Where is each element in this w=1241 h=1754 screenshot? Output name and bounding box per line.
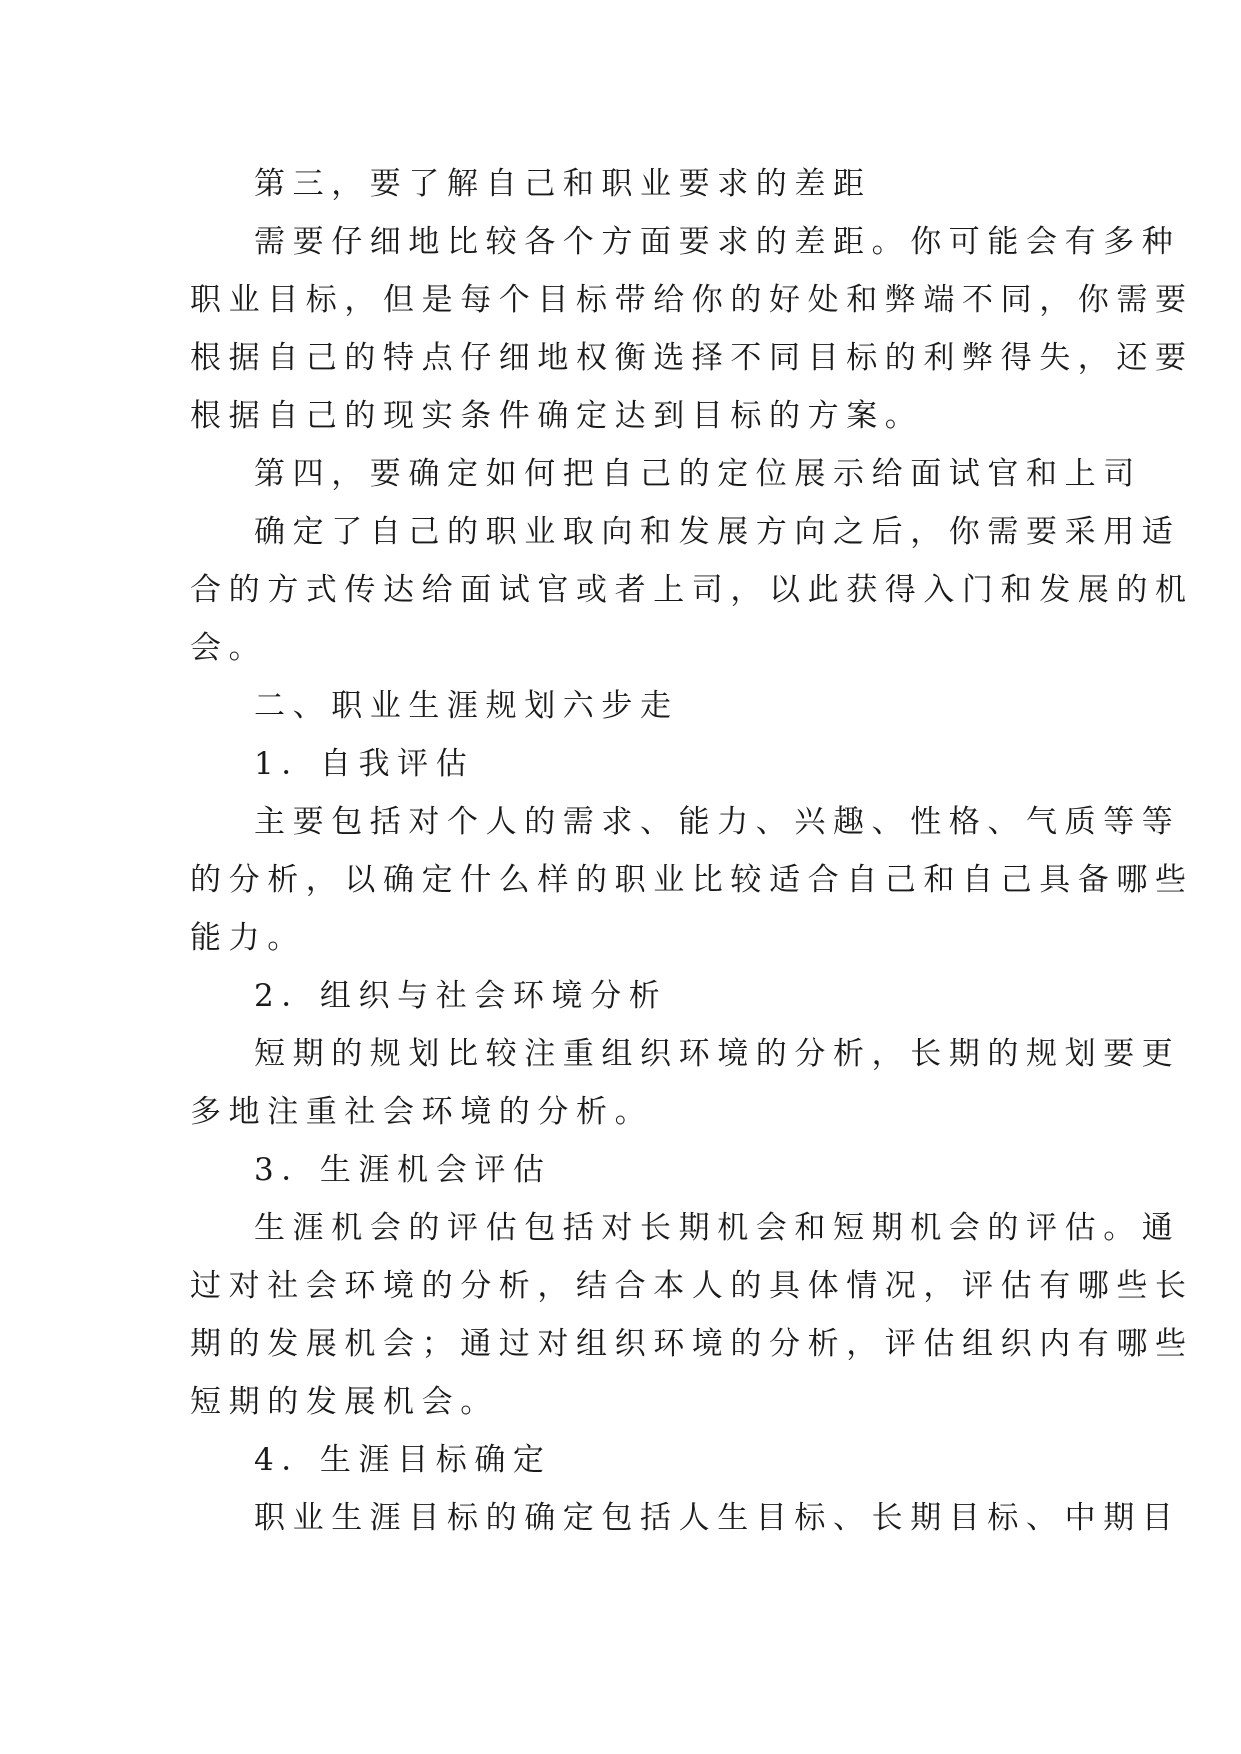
paragraph-line: 确定了自己的职业取向和发展方向之后，你需要采用适 bbox=[254, 514, 1181, 550]
step-heading-1: 1．自我评估 bbox=[254, 746, 475, 782]
paragraph-line: 期的发展机会；通过对组织环境的分析，评估组织内有哪些 bbox=[190, 1326, 1194, 1362]
paragraph-line: 生涯机会的评估包括对长期机会和短期机会的评估。通 bbox=[254, 1210, 1181, 1246]
paragraph-line: 主要包括对个人的需求、能力、兴趣、性格、气质等等 bbox=[254, 804, 1181, 840]
section-heading-third: 第三，要了解自己和职业要求的差距 bbox=[254, 166, 872, 202]
paragraph-line: 根据自己的现实条件确定达到目标的方案。 bbox=[190, 398, 924, 434]
document-body bbox=[190, 155, 1194, 1547]
paragraph-line: 能力。 bbox=[190, 920, 306, 956]
paragraph-line: 职业目标，但是每个目标带给你的好处和弊端不同，你需要 bbox=[190, 282, 1194, 318]
paragraph-line: 会。 bbox=[190, 630, 268, 666]
paragraph-line: 多地注重社会环境的分析。 bbox=[190, 1094, 654, 1130]
step-heading-2: 2．组织与社会环境分析 bbox=[254, 978, 668, 1014]
paragraph-line: 根据自己的特点仔细地权衡选择不同目标的利弊得失，还要 bbox=[190, 340, 1194, 376]
step-heading-4: 4．生涯目标确定 bbox=[254, 1442, 552, 1478]
section-heading-six-steps: 二、职业生涯规划六步走 bbox=[254, 688, 679, 724]
paragraph-line: 短期的发展机会。 bbox=[190, 1384, 499, 1420]
step-heading-3: 3．生涯机会评估 bbox=[254, 1152, 552, 1188]
paragraph-line: 短期的规划比较注重组织环境的分析，长期的规划要更 bbox=[254, 1036, 1181, 1072]
paragraph-line: 需要仔细地比较各个方面要求的差距。你可能会有多种 bbox=[254, 224, 1181, 260]
paragraph-line: 过对社会环境的分析，结合本人的具体情况，评估有哪些长 bbox=[190, 1268, 1194, 1304]
paragraph-line: 的分析，以确定什么样的职业比较适合自己和自己具备哪些 bbox=[190, 862, 1194, 898]
section-heading-fourth: 第四，要确定如何把自己的定位展示给面试官和上司 bbox=[254, 456, 1142, 492]
paragraph-line: 职业生涯目标的确定包括人生目标、长期目标、中期目 bbox=[254, 1500, 1181, 1536]
paragraph-line: 合的方式传达给面试官或者上司，以此获得入门和发展的机 bbox=[190, 572, 1194, 608]
